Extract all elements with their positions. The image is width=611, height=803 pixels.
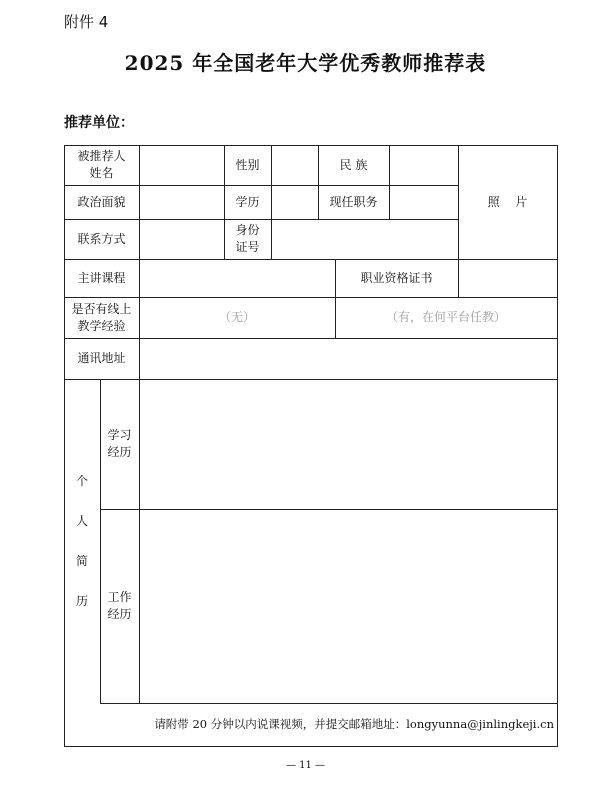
attachment-label: 附件 4 [64, 13, 109, 31]
current-position-field[interactable] [389, 185, 458, 219]
page-title: 2025 年全国老年大学优秀教师推荐表 [124, 51, 487, 75]
photo-box[interactable]: 照 片 [487, 194, 528, 209]
work-experience-field[interactable] [139, 509, 557, 703]
address-label: 通讯地址 [77, 351, 126, 365]
political-status-label: 政治面貌 [77, 194, 126, 209]
online-yes-option[interactable]: （有，在何平台任教） [385, 310, 506, 324]
id-number-field[interactable] [271, 219, 458, 259]
main-course-field[interactable] [139, 259, 335, 297]
nominee-name-label: 被推荐人 姓名 [77, 149, 126, 180]
id-number-label: 身份 证号 [235, 223, 260, 254]
education-label: 学历 [235, 194, 260, 209]
study-experience-field[interactable] [139, 379, 557, 509]
contact-label: 联系方式 [77, 231, 126, 246]
study-experience-label: 学习 经历 [107, 428, 132, 459]
ethnicity-field[interactable] [389, 145, 458, 185]
resume-label: 个 人 简 历 [75, 474, 88, 608]
video-submission-note: 请附带 20 分钟以内说课视频，并提交邮箱地址：longyunna@jinlingkeji.cn [154, 717, 554, 731]
nominee-name-field[interactable] [139, 145, 224, 185]
table-border-right [557, 145, 558, 747]
qualification-label: 职业资格证书 [360, 270, 433, 285]
current-position-label: 现任职务 [329, 194, 378, 209]
work-experience-label: 工作 经历 [107, 590, 132, 621]
education-field[interactable] [271, 185, 318, 219]
table-border-bottom [64, 746, 558, 747]
recommending-unit-label: 推荐单位： [64, 115, 134, 131]
gender-field[interactable] [271, 145, 318, 185]
online-teaching-label: 是否有线上 教学经验 [71, 301, 132, 333]
contact-field[interactable] [139, 219, 224, 259]
qualification-field[interactable] [458, 259, 557, 297]
page-number: — 11 — [285, 760, 326, 771]
gender-label: 性别 [235, 157, 260, 172]
online-no-option[interactable]: （无） [218, 310, 255, 324]
address-field[interactable] [139, 338, 557, 379]
ethnicity-label: 民 族 [339, 157, 368, 172]
political-status-field[interactable] [139, 185, 224, 219]
main-course-label: 主讲课程 [77, 270, 126, 285]
